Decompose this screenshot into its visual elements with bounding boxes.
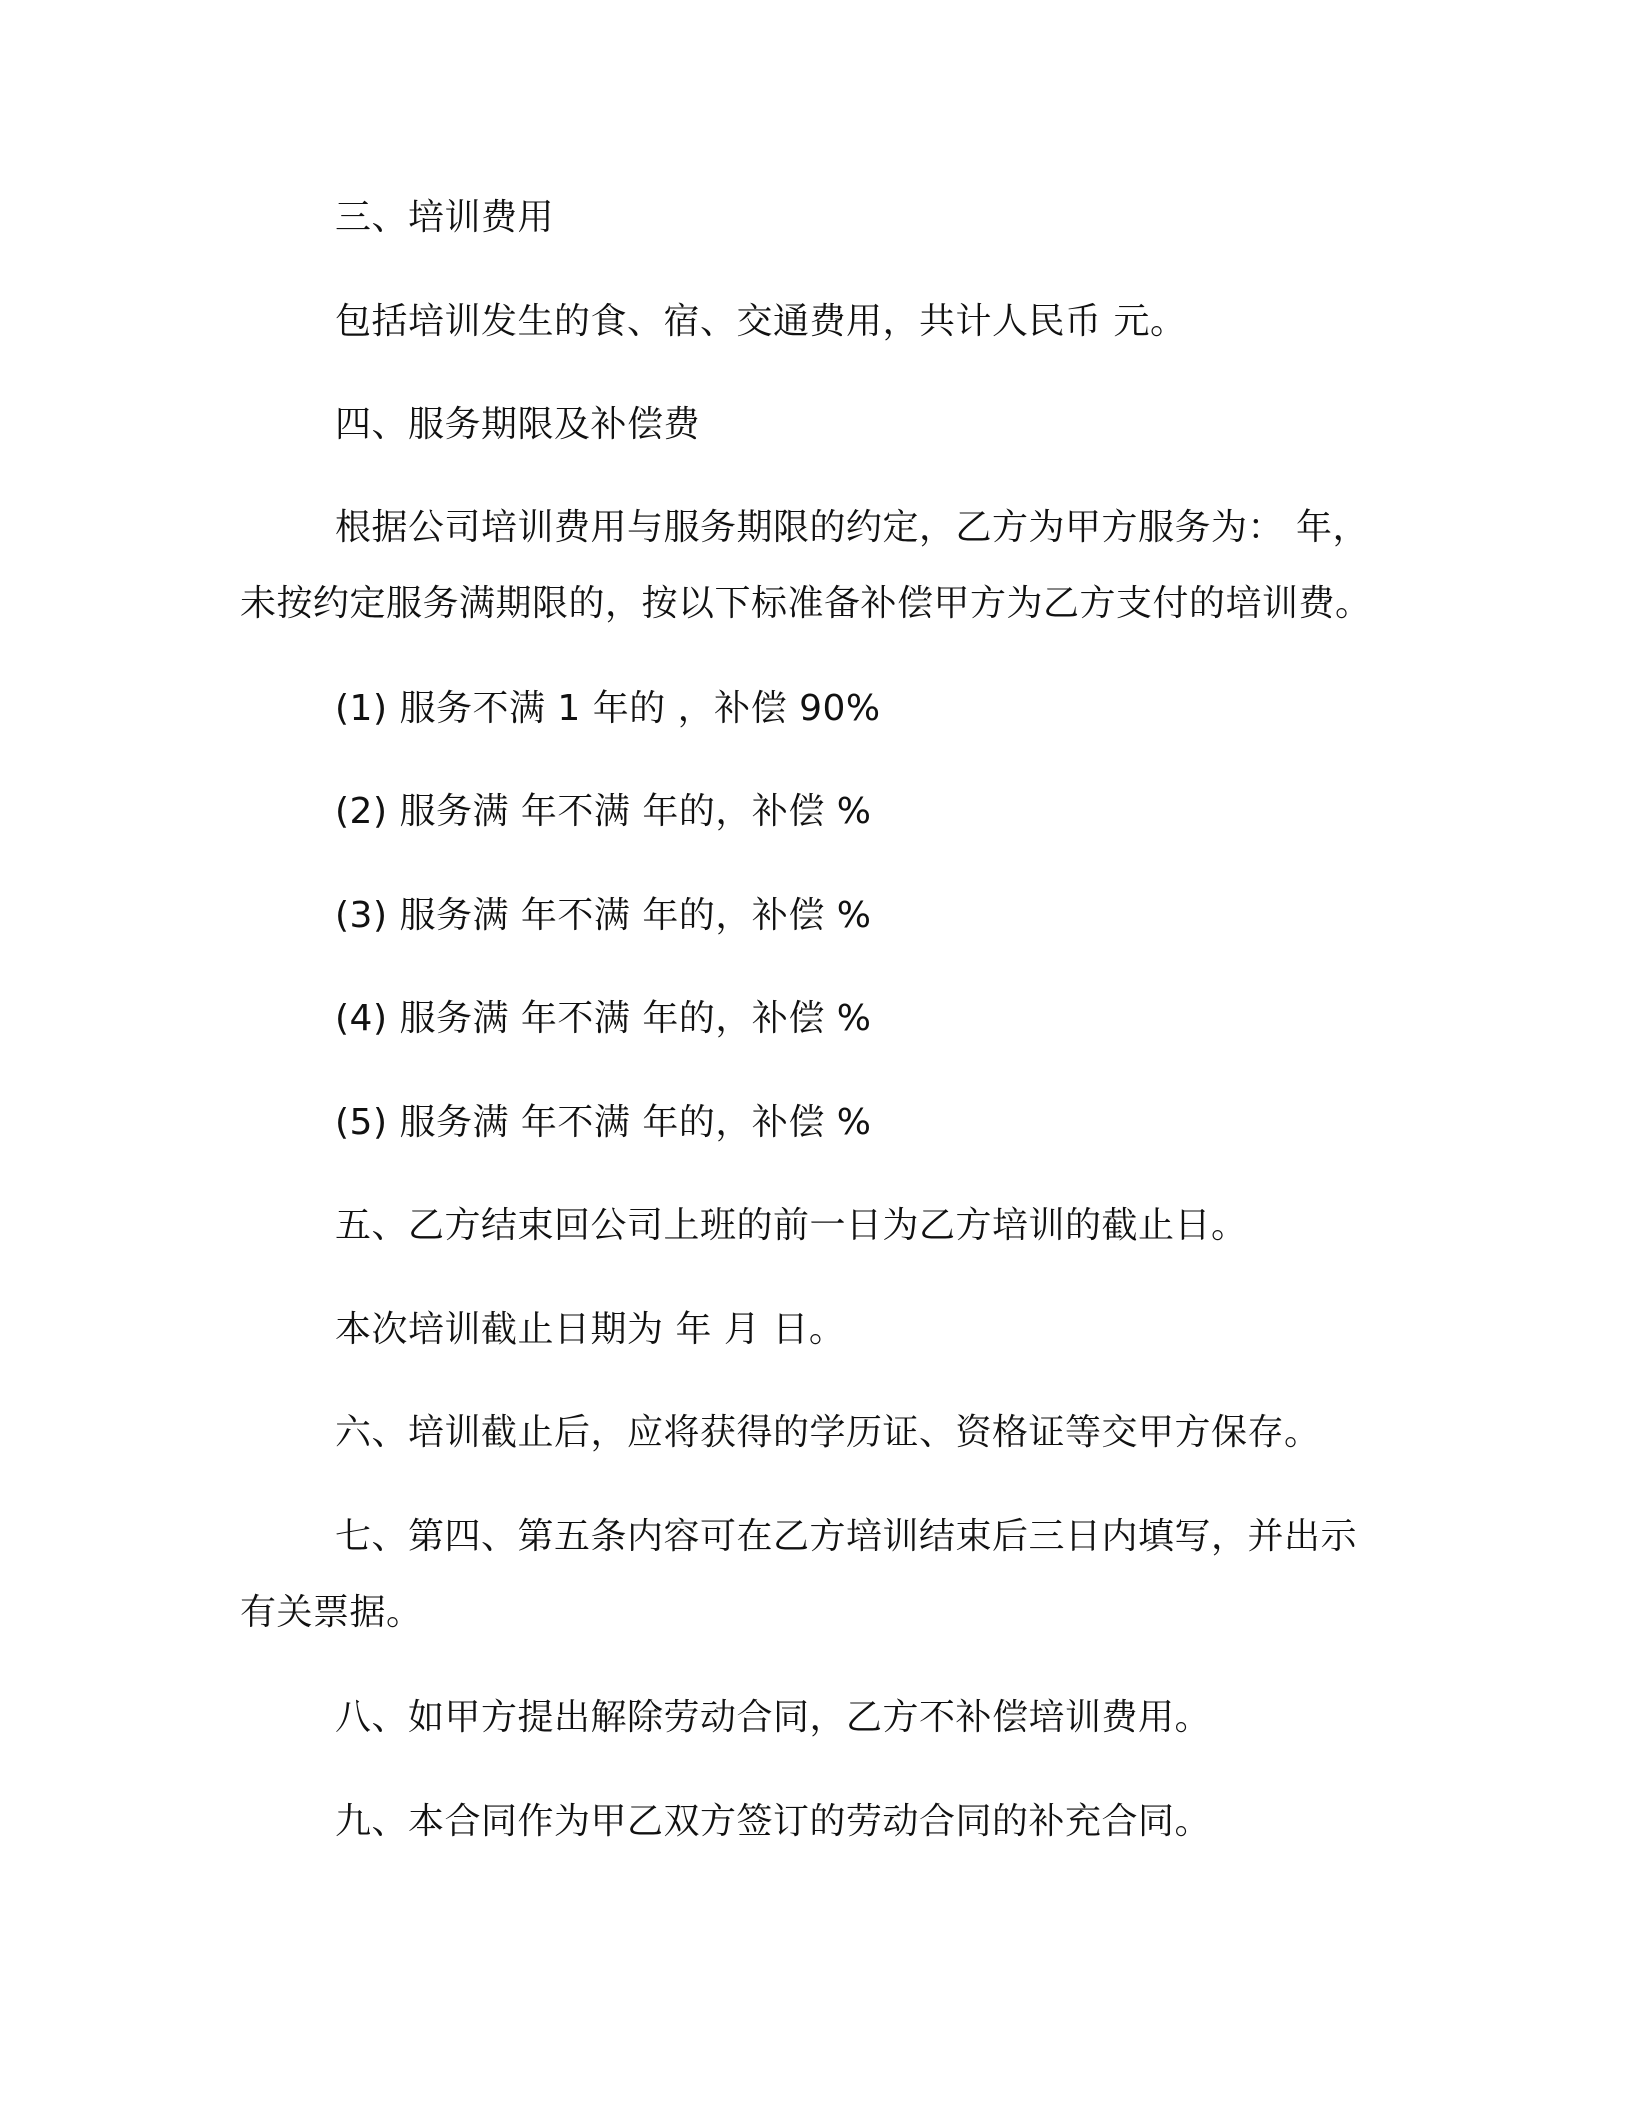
- training-end-date-text: 本次培训截止日期为 年 月 日。: [335, 1309, 846, 1350]
- section-7-text-line-1: 七、第四、第五条内容可在乙方培训结束后三日内填写，并出示: [335, 1516, 1358, 1557]
- section-6-text: 六、培训截止后，应将获得的学历证、资格证等交甲方保存。: [335, 1412, 1321, 1453]
- section-9-text: 九、本合同作为甲乙双方签订的劳动合同的补充合同。: [335, 1801, 1212, 1842]
- compensation-item-5: (5) 服务满 年不满 年的，补偿 %: [335, 1102, 872, 1143]
- compensation-item-2: (2) 服务满 年不满 年的，补偿 %: [335, 791, 872, 832]
- section-8-text: 八、如甲方提出解除劳动合同，乙方不补偿培训费用。: [335, 1697, 1212, 1738]
- compensation-item-4: (4) 服务满 年不满 年的，补偿 %: [335, 998, 872, 1039]
- service-term-text-line-1: 根据公司培训费用与服务期限的约定，乙方为甲方服务为： 年，: [335, 507, 1369, 548]
- compensation-item-1: (1) 服务不满 1 年的 ，补偿 90%: [335, 688, 881, 729]
- training-cost-text: 包括培训发生的食、宿、交通费用，共计人民币 元。: [335, 301, 1187, 342]
- service-term-text-line-2: 未按约定服务满期限的，按以下标准备补偿甲方为乙方支付的培训费。: [240, 583, 1372, 624]
- section-7-text-line-2: 有关票据。: [240, 1592, 423, 1633]
- compensation-item-3: (3) 服务满 年不满 年的，补偿 %: [335, 895, 872, 936]
- section-4-heading: 四、服务期限及补偿费: [335, 404, 701, 445]
- section-3-heading: 三、培训费用: [335, 197, 555, 238]
- section-5-text: 五、乙方结束回公司上班的前一日为乙方培训的截止日。: [335, 1205, 1248, 1246]
